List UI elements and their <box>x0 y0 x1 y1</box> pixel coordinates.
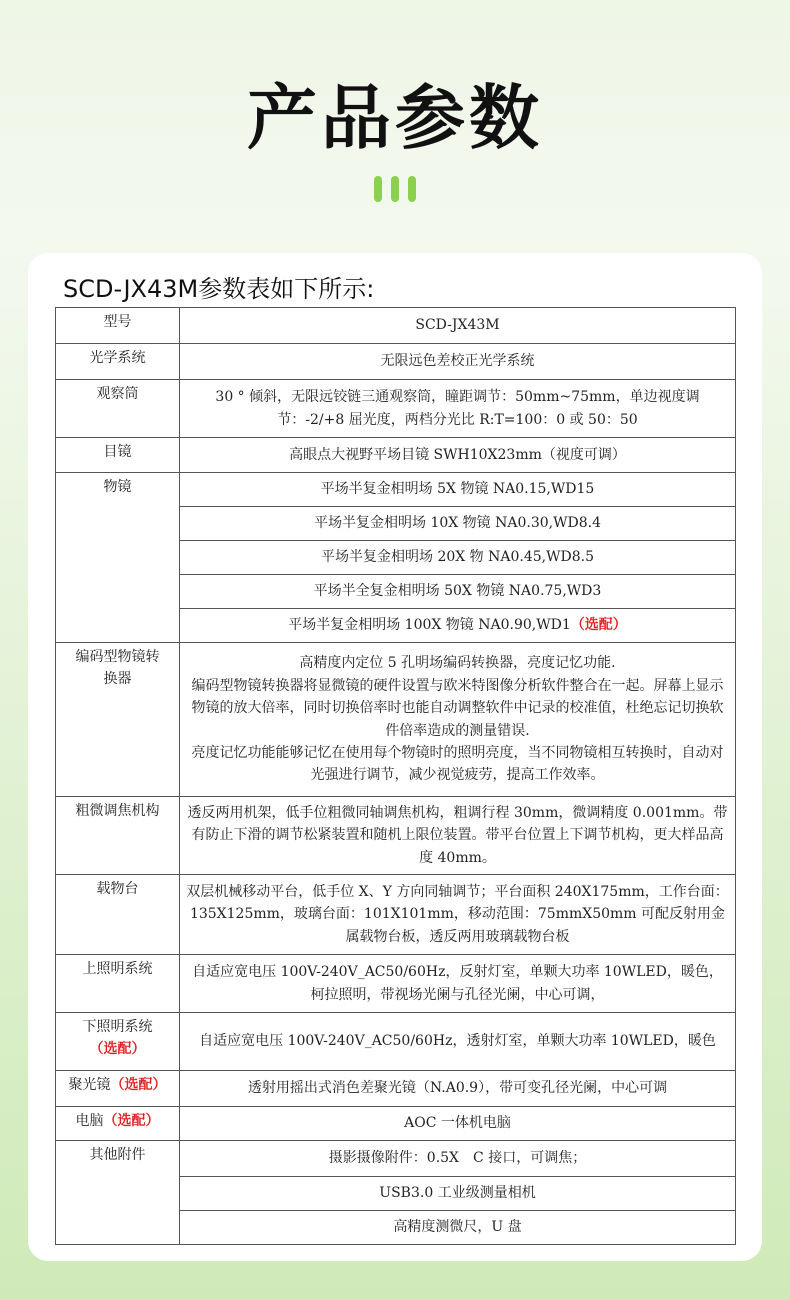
spec-table <box>55 307 736 1245</box>
table-row-focus <box>56 797 736 875</box>
accessory-item: 高精度测微尺，U 盘 <box>180 1211 736 1245</box>
table-row-eyepiece <box>56 438 736 473</box>
row-label <box>56 643 180 797</box>
row-value: AOC 一体机电脑 <box>180 1107 736 1141</box>
table-row-objective <box>56 473 736 507</box>
table-row-top-light <box>56 955 736 1013</box>
row-label: 光学系统 <box>56 344 180 380</box>
row-value: 高眼点大视野平场目镜 SWH10X23mm（视度可调） <box>180 438 736 473</box>
optional-tag: （选配） <box>110 1077 167 1093</box>
encoder-line: 亮度记忆功能能够记忆在使用每个物镜时的照明亮度，当不同物镜相互转换时，自动对光强进行调节，减少视觉疲劳，提高工作效率。 <box>191 744 724 784</box>
accessory-item: USB3.0 工业级测量相机 <box>180 1177 736 1211</box>
optional-tag: （选配） <box>89 1041 146 1058</box>
table-row-condenser <box>56 1071 736 1107</box>
objective-item: 平场半全复金相明场 50X 物镜 NA0.75,WD3 <box>180 575 736 609</box>
table-row-computer <box>56 1107 736 1141</box>
row-label: 目镜 <box>56 438 180 473</box>
optional-tag: （选配） <box>103 1113 160 1129</box>
row-label: 粗微调焦机构 <box>56 797 180 875</box>
objective-item-text: 平场半复金相明场 100X 物镜 NA0.90,WD1 <box>288 617 571 634</box>
row-label: 观察筒 <box>56 380 180 438</box>
row-value: 自适应宽电压 100V-240V_AC50/60Hz，透射灯室，单颗大功率 10WLED，暖色 <box>180 1013 736 1071</box>
row-value: 透射用摇出式消色差聚光镜（N.A0.9），带可变孔径光阑，中心可调 <box>180 1071 736 1107</box>
row-value <box>180 643 736 797</box>
row-label <box>56 1013 180 1071</box>
row-value: 自适应宽电压 100V-240V_AC50/60Hz，反射灯室，单颗大功率 10WLED，暖色，柯拉照明，带视场光阑与孔径光阑，中心可调， <box>180 955 736 1013</box>
accent-bar <box>408 176 416 202</box>
objective-item: 平场半复金相明场 5X 物镜 NA0.15,WD15 <box>180 473 736 507</box>
table-row-optics <box>56 344 736 380</box>
spec-table-heading: SCD-JX43M参数表如下所示: <box>63 275 375 303</box>
accessory-item: 摄影摄像附件：0.5X C 接口，可调焦； <box>180 1141 736 1177</box>
row-value: SCD-JX43M <box>180 308 736 344</box>
objective-item-optional <box>180 609 736 643</box>
table-row-encoder <box>56 643 736 797</box>
row-value: 30 ° 倾斜，无限远铰链三通观察筒，瞳距调节：50mm~75mm，单边视度调节：-2/+8 屈光度，两档分光比 R:T=100：0 或 50：50 <box>180 380 736 438</box>
row-label: 其他附件 <box>56 1141 180 1245</box>
objective-item: 平场半复金相明场 20X 物 NA0.45,WD8.5 <box>180 541 736 575</box>
objective-item: 平场半复金相明场 10X 物镜 NA0.30,WD8.4 <box>180 507 736 541</box>
accent-bar <box>391 176 399 202</box>
row-label-text: 下照明系统 <box>82 1019 153 1035</box>
row-label-text: 聚光镜 <box>68 1077 111 1093</box>
row-value: 双层机械移动平台，低手位 X、Y 方向同轴调节；平台面积 240X175mm，工作台面：135X125mm，玻璃台面：101X101mm，移动范围：75mmX50mm 可配反射用金属载物台板，透反两用玻璃载物台板 <box>180 875 736 955</box>
row-label-text: 电脑 <box>75 1113 104 1129</box>
row-label <box>56 1107 180 1141</box>
encoder-line: 高精度内定位 5 孔明场编码转换器，亮度记忆功能. <box>299 655 616 672</box>
table-row-accessories <box>56 1141 736 1177</box>
row-label: 型号 <box>56 308 180 344</box>
encoder-line: 编码型物镜转换器将显微镜的硬件设置与欧米特图像分析软件整合在一起。屏幕上显示物镜的放大倍率，同时切换倍率时也能自动调整软件中记录的校准值，杜绝忘记切换软件倍率造成的测量错误. <box>191 677 724 739</box>
row-label: 载物台 <box>56 875 180 955</box>
row-label <box>56 1071 180 1107</box>
table-row-model <box>56 308 736 344</box>
row-label-text: 编码型物镜转换器 <box>75 649 160 688</box>
optional-tag: （选配） <box>570 617 627 634</box>
row-value: 透反两用机架，低手位粗微同轴调焦机构，粗调行程 30mm，微调精度 0.001mm。带有防止下滑的调节松紧装置和随机上限位装置。带平台位置上下调节机构，更大样品高度 40mm。 <box>180 797 736 875</box>
page-title: 产品参数 <box>247 77 543 159</box>
row-value: 无限远色差校正光学系统 <box>180 344 736 380</box>
table-row-bottom-light <box>56 1013 736 1071</box>
table-row-tube <box>56 380 736 438</box>
decorative-bars <box>374 176 416 202</box>
row-label: 物镜 <box>56 473 180 643</box>
row-label: 上照明系统 <box>56 955 180 1013</box>
table-row-stage <box>56 875 736 955</box>
accent-bar <box>374 176 382 202</box>
